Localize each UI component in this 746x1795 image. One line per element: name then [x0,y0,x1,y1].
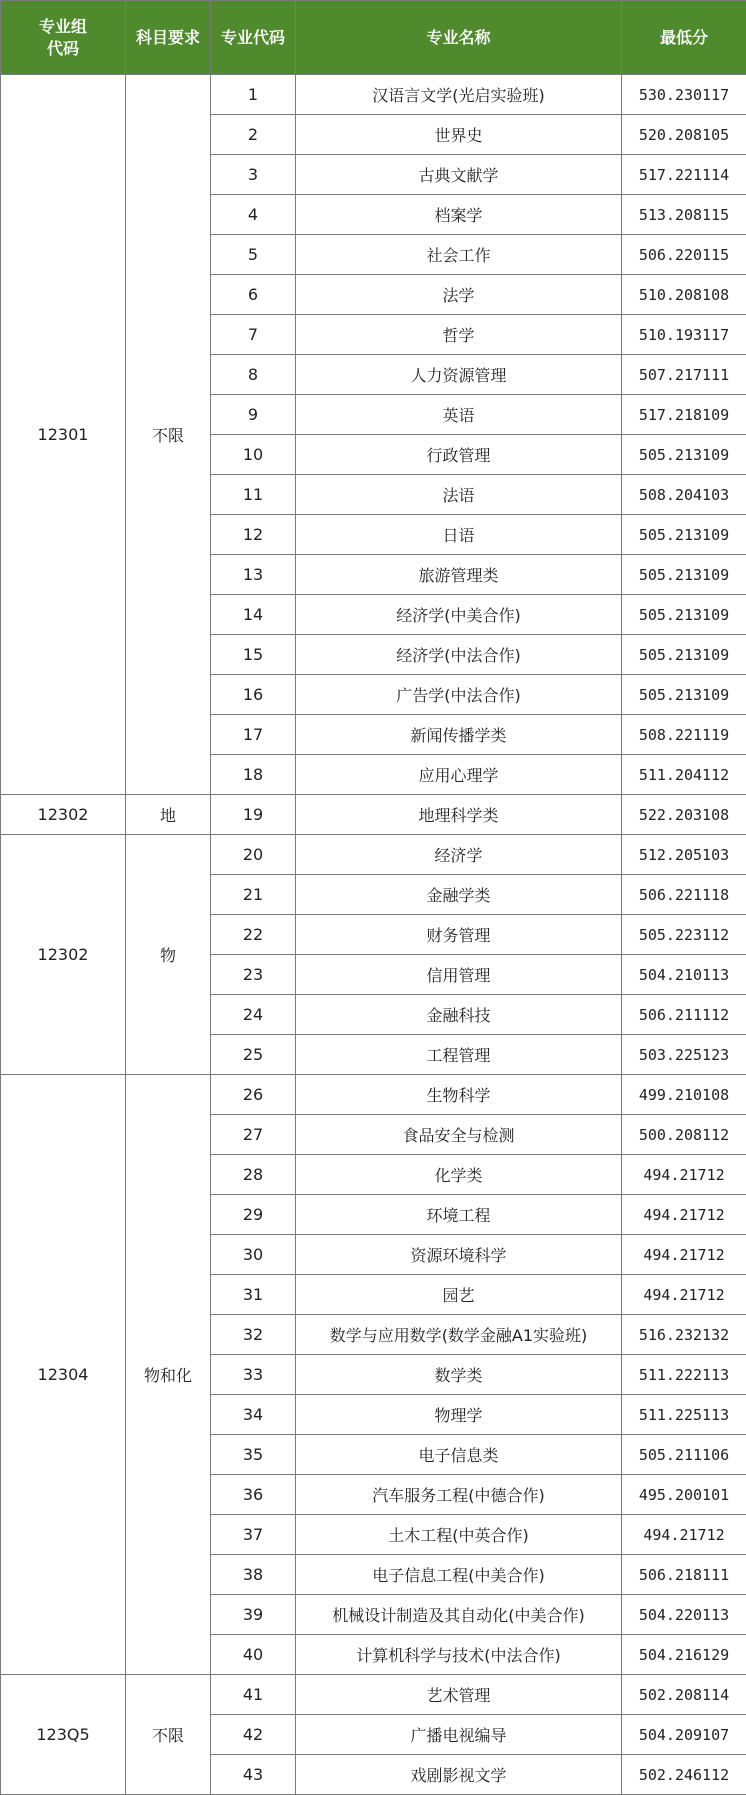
min-score-cell: 504.209107 [622,1715,746,1755]
min-score-cell: 505.213109 [622,555,746,595]
major-name-cell: 经济学 [296,835,622,875]
major-name-cell: 资源环境科学 [296,1235,622,1275]
subject-req-cell: 物和化 [126,1075,211,1675]
major-name-cell: 哲学 [296,315,622,355]
major-name-cell: 旅游管理类 [296,555,622,595]
major-name-cell: 地理科学类 [296,795,622,835]
major-name-cell: 世界史 [296,115,622,155]
min-score-cell: 506.218111 [622,1555,746,1595]
group-code-cell: 12302 [1,795,126,835]
major-code-cell: 42 [211,1715,296,1755]
table-row [1,75,746,115]
major-code-cell: 6 [211,275,296,315]
header-major-code: 专业代码 [211,1,296,75]
major-code-cell: 11 [211,475,296,515]
major-name-cell: 数学类 [296,1355,622,1395]
major-code-cell: 5 [211,235,296,275]
major-name-cell: 电子信息类 [296,1435,622,1475]
major-code-cell: 14 [211,595,296,635]
major-code-cell: 36 [211,1475,296,1515]
major-name-cell: 信用管理 [296,955,622,995]
min-score-cell: 504.210113 [622,955,746,995]
subject-req-cell: 不限 [126,75,211,795]
major-code-cell: 18 [211,755,296,795]
min-score-cell: 505.223112 [622,915,746,955]
table-row [1,835,746,875]
major-name-cell: 英语 [296,395,622,435]
table-body [1,75,746,1795]
major-name-cell: 行政管理 [296,435,622,475]
major-code-cell: 12 [211,515,296,555]
subject-req-cell: 地 [126,795,211,835]
major-code-cell: 30 [211,1235,296,1275]
min-score-cell: 508.204103 [622,475,746,515]
major-code-cell: 41 [211,1675,296,1715]
major-code-cell: 34 [211,1395,296,1435]
major-code-cell: 20 [211,835,296,875]
major-code-cell: 29 [211,1195,296,1235]
major-code-cell: 3 [211,155,296,195]
min-score-cell: 505.213109 [622,515,746,555]
subject-req-cell: 物 [126,835,211,1075]
header-subject-req: 科目要求 [126,1,211,75]
major-name-cell: 环境工程 [296,1195,622,1235]
min-score-cell: 530.230117 [622,75,746,115]
major-code-cell: 16 [211,675,296,715]
major-code-cell: 4 [211,195,296,235]
group-code-cell: 12302 [1,835,126,1075]
min-score-cell: 494.21712 [622,1235,746,1275]
major-name-cell: 金融学类 [296,875,622,915]
min-score-cell: 506.220115 [622,235,746,275]
major-name-cell: 土木工程(中英合作) [296,1515,622,1555]
min-score-cell: 506.221118 [622,875,746,915]
min-score-cell: 507.217111 [622,355,746,395]
major-code-cell: 26 [211,1075,296,1115]
major-code-cell: 40 [211,1635,296,1675]
major-name-cell: 戏剧影视文学 [296,1755,622,1795]
major-code-cell: 32 [211,1315,296,1355]
major-code-cell: 2 [211,115,296,155]
min-score-cell: 512.205103 [622,835,746,875]
major-name-cell: 数学与应用数学(数学金融A1实验班) [296,1315,622,1355]
major-code-cell: 1 [211,75,296,115]
major-name-cell: 化学类 [296,1155,622,1195]
major-code-cell: 13 [211,555,296,595]
major-name-cell: 食品安全与检测 [296,1115,622,1155]
min-score-cell: 500.208112 [622,1115,746,1155]
major-code-cell: 43 [211,1755,296,1795]
min-score-cell: 513.208115 [622,195,746,235]
header-row [1,1,746,75]
min-score-cell: 505.213109 [622,675,746,715]
major-name-cell: 金融科技 [296,995,622,1035]
min-score-cell: 505.211106 [622,1435,746,1475]
table-row [1,1075,746,1115]
header-major-name: 专业名称 [296,1,622,75]
major-code-cell: 39 [211,1595,296,1635]
major-name-cell: 经济学(中美合作) [296,595,622,635]
min-score-cell: 505.213109 [622,635,746,675]
major-name-cell: 人力资源管理 [296,355,622,395]
major-name-cell: 财务管理 [296,915,622,955]
major-name-cell: 园艺 [296,1275,622,1315]
major-name-cell: 广告学(中法合作) [296,675,622,715]
group-code-cell: 12304 [1,1075,126,1675]
min-score-cell: 517.218109 [622,395,746,435]
major-name-cell: 应用心理学 [296,755,622,795]
major-code-cell: 28 [211,1155,296,1195]
major-code-cell: 33 [211,1355,296,1395]
major-code-cell: 19 [211,795,296,835]
min-score-cell: 506.211112 [622,995,746,1035]
major-code-cell: 17 [211,715,296,755]
min-score-cell: 511.204112 [622,755,746,795]
major-name-cell: 法语 [296,475,622,515]
min-score-cell: 505.213109 [622,595,746,635]
min-score-cell: 502.246112 [622,1755,746,1795]
header-min-score: 最低分 [622,1,746,75]
group-code-cell: 12301 [1,75,126,795]
min-score-cell: 516.232132 [622,1315,746,1355]
major-name-cell: 广播电视编导 [296,1715,622,1755]
group-code-cell: 123Q5 [1,1675,126,1795]
min-score-cell: 517.221114 [622,155,746,195]
major-name-cell: 日语 [296,515,622,555]
major-name-cell: 档案学 [296,195,622,235]
min-score-cell: 505.213109 [622,435,746,475]
min-score-cell: 494.21712 [622,1195,746,1235]
major-name-cell: 艺术管理 [296,1675,622,1715]
min-score-cell: 504.220113 [622,1595,746,1635]
major-code-cell: 37 [211,1515,296,1555]
major-code-cell: 23 [211,955,296,995]
min-score-cell: 510.193117 [622,315,746,355]
major-code-cell: 35 [211,1435,296,1475]
min-score-cell: 520.208105 [622,115,746,155]
header-group-code: 专业组代码 [1,1,126,75]
major-name-cell: 物理学 [296,1395,622,1435]
min-score-cell: 503.225123 [622,1035,746,1075]
major-code-cell: 15 [211,635,296,675]
major-code-cell: 8 [211,355,296,395]
min-score-cell: 522.203108 [622,795,746,835]
major-code-cell: 25 [211,1035,296,1075]
major-code-cell: 38 [211,1555,296,1595]
min-score-cell: 511.222113 [622,1355,746,1395]
major-name-cell: 汉语言文学(光启实验班) [296,75,622,115]
major-code-cell: 7 [211,315,296,355]
min-score-cell: 495.200101 [622,1475,746,1515]
min-score-cell: 494.21712 [622,1515,746,1555]
major-name-cell: 社会工作 [296,235,622,275]
min-score-cell: 502.208114 [622,1675,746,1715]
major-name-cell: 新闻传播学类 [296,715,622,755]
min-score-cell: 508.221119 [622,715,746,755]
min-score-cell: 494.21712 [622,1275,746,1315]
major-name-cell: 计算机科学与技术(中法合作) [296,1635,622,1675]
major-name-cell: 古典文献学 [296,155,622,195]
major-code-cell: 31 [211,1275,296,1315]
major-name-cell: 经济学(中法合作) [296,635,622,675]
min-score-cell: 511.225113 [622,1395,746,1435]
table-row [1,795,746,835]
major-name-cell: 法学 [296,275,622,315]
major-name-cell: 机械设计制造及其自动化(中美合作) [296,1595,622,1635]
table-row [1,1675,746,1715]
major-code-cell: 9 [211,395,296,435]
major-code-cell: 10 [211,435,296,475]
major-name-cell: 生物科学 [296,1075,622,1115]
major-code-cell: 22 [211,915,296,955]
major-code-cell: 21 [211,875,296,915]
min-score-cell: 494.21712 [622,1155,746,1195]
min-score-cell: 499.210108 [622,1075,746,1115]
major-name-cell: 电子信息工程(中美合作) [296,1555,622,1595]
min-score-cell: 510.208108 [622,275,746,315]
major-name-cell: 工程管理 [296,1035,622,1075]
major-name-cell: 汽车服务工程(中德合作) [296,1475,622,1515]
major-code-cell: 27 [211,1115,296,1155]
major-code-cell: 24 [211,995,296,1035]
min-score-cell: 504.216129 [622,1635,746,1675]
subject-req-cell: 不限 [126,1675,211,1795]
